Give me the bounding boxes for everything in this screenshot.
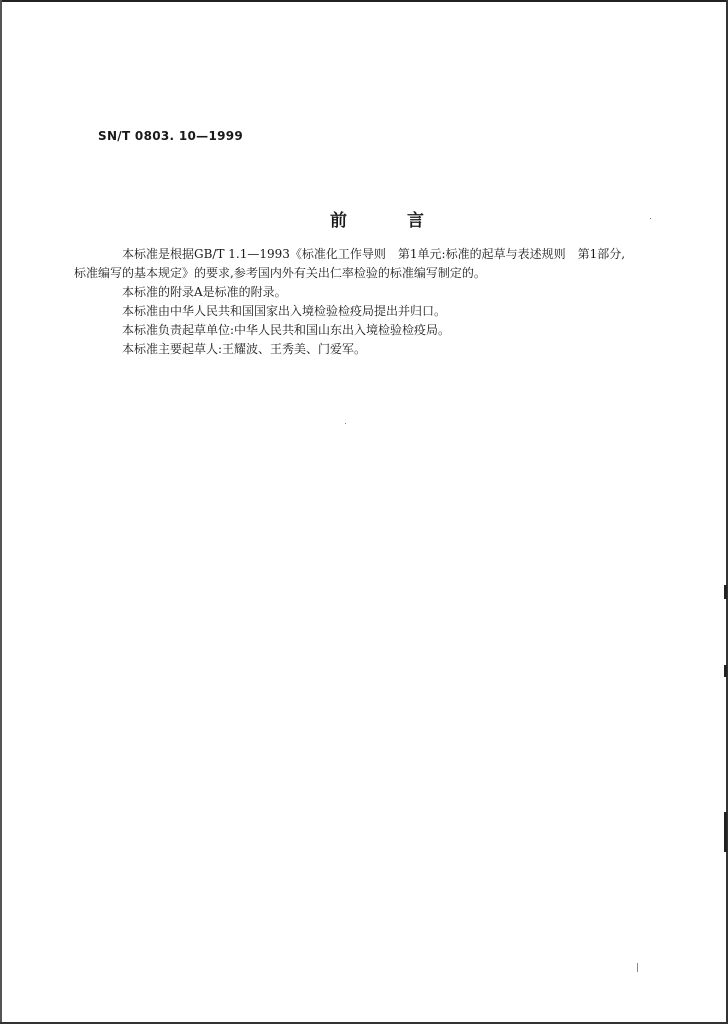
paragraph: 本标准主要起草人:王耀波、王秀美、门爱军。	[122, 342, 367, 356]
paragraph: 本标准是根据GB/T 1.1—1993《标准化工作导则 第1单元:标准的起草与表述规则 第1部分,	[122, 247, 626, 261]
scan-border-top	[0, 0, 728, 2]
scan-border-left	[0, 0, 2, 1024]
scan-mark	[724, 665, 727, 677]
standard-code: SN/T 0803. 10—1999	[98, 129, 244, 143]
paragraph: 本标准由中华人民共和国国家出入境检验检疫局提出并归口。	[122, 304, 447, 318]
scan-speck	[650, 218, 651, 219]
paragraph-continuation: 标准编写的基本规定》的要求,参考国内外有关出仁率检验的标准编写制定的。	[74, 266, 486, 280]
title-char: 言	[407, 211, 424, 231]
scan-speck	[345, 423, 346, 424]
page-title	[330, 206, 424, 231]
paragraph: 本标准负责起草单位:中华人民共和国山东出入境检验检疫局。	[122, 323, 451, 337]
scan-mark	[724, 812, 727, 852]
paragraph: 本标准的附录A是标准的附录。	[122, 285, 287, 299]
title-char: 前	[330, 211, 347, 231]
foreword-body	[74, 245, 668, 359]
scan-mark	[637, 963, 638, 972]
scan-mark	[724, 585, 727, 599]
